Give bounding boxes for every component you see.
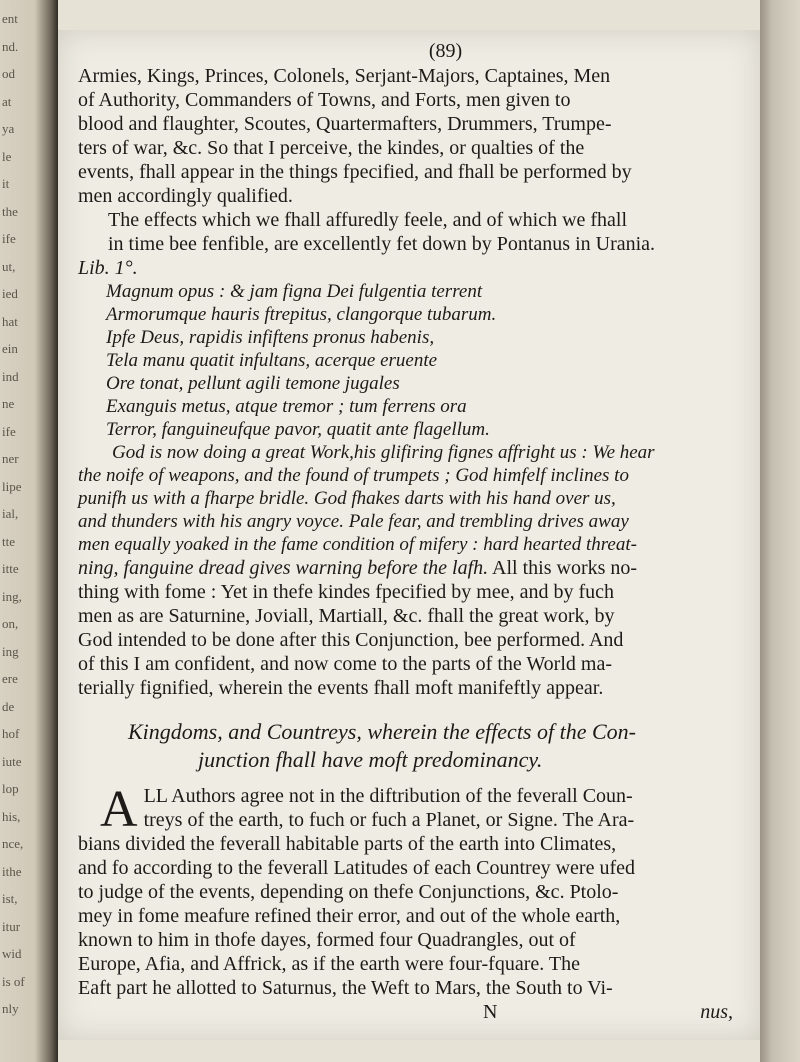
translation-line: punifh us with a fharpe bridle. God fhakes darts with his hand over us,: [78, 488, 616, 509]
margin-fragment: itur: [2, 918, 21, 934]
margin-fragment: ife: [2, 423, 16, 439]
text-line: Eaft part he allotted to Saturnus, the Weft to Mars, the South to Vi-: [78, 977, 613, 999]
verse-line: Armorumque hauris ftrepitus, clangorque tubarum.: [106, 304, 497, 325]
text-line: God intended to be done after this Conjunction, bee performed. And: [78, 629, 624, 651]
text-line: of this I am confident, and now come to the parts of the World ma-: [78, 653, 612, 675]
latin-verse: [78, 280, 753, 441]
text-line: and fo according to the feverall Latitudes of each Countrey were ufed: [78, 857, 635, 879]
right-page-edge: [760, 0, 800, 1062]
margin-fragment: ent: [2, 11, 18, 26]
book-reference: Lib. 1°.: [78, 257, 138, 279]
text-line: blood and flaughter, Scoutes, Quartermafters, Drummers, Trumpe-: [78, 113, 612, 135]
section-heading: junction fhall have moft predominancy.: [198, 747, 543, 772]
margin-fragment: wid: [2, 946, 22, 961]
margin-fragment: is of: [2, 973, 25, 989]
paragraph-2: [78, 208, 753, 280]
verse-line: Ore tonat, pellunt agili temone jugales: [106, 373, 400, 394]
margin-fragment: ing: [2, 643, 19, 659]
margin-fragment: lop: [2, 781, 19, 796]
text-line: men accordingly qualified.: [78, 185, 293, 207]
left-page-edge: [0, 0, 58, 1062]
translation: [78, 441, 753, 700]
margin-fragment: ing,: [2, 588, 22, 604]
page-text: [78, 40, 753, 1024]
margin-fragment: on,: [2, 616, 19, 631]
text-line: bians divided the feverall habitable parts of the earth into Climates,: [78, 833, 617, 855]
text-line: mey in fome meafure refined their error, and out of the whole earth,: [78, 905, 621, 927]
margin-fragment: ife: [2, 231, 16, 246]
margin-fragment: tte: [2, 533, 15, 549]
footer-line: [78, 1000, 753, 1024]
verse-line: Ipfe Deus, rapidis infiftens pronus habenis,: [106, 327, 435, 348]
text-line: terially fignified, wherein the events fhall moft manifeftly appear.: [78, 677, 604, 699]
verse-line: Magnum opus : & jam figna Dei fulgentia terrent: [106, 281, 483, 302]
margin-fragment: at: [2, 93, 12, 109]
margin-fragment: le: [2, 148, 12, 164]
text-line: events, fhall appear in the things fpecified, and fhall be performed by: [78, 161, 632, 183]
drop-cap: A: [100, 781, 138, 838]
text-line: All this works no-: [492, 557, 638, 579]
translation-line: the noife of weapons, and the found of trumpets ; God himfelf inclines to: [78, 465, 629, 486]
paragraph-final: [78, 781, 753, 1024]
margin-fragment: ut,: [2, 258, 16, 274]
text-line: Europe, Afia, and Affrick, as if the earth were four-fquare. The: [78, 953, 580, 975]
verse-line: Exanguis metus, atque tremor ; tum ferrens ora: [106, 396, 467, 417]
signature-mark: N: [483, 1001, 498, 1023]
text-line: Armies, Kings, Princes, Colonels, Serjant-Majors, Captaines, Men: [78, 65, 611, 87]
book-page: [58, 30, 760, 1040]
margin-fragment: it: [2, 176, 10, 191]
margin-fragment: ist,: [2, 891, 18, 906]
margin-fragment: ithe: [2, 863, 22, 879]
text-line: in time bee fenfible, are excellently fet down by Pontanus in Urania.: [108, 233, 656, 255]
text-line: men as are Saturnine, Joviall, Martiall, &c. fhall the great work, by: [78, 605, 615, 627]
text-line: ters of war, &c. So that I perceive, the kindes, or qualties of the: [78, 137, 585, 159]
translation-line: ning, fanguine dread gives warning before the lafh.: [78, 557, 489, 579]
text-line: to judge of the events, depending on thefe Conjunctions, &c. Ptolo-: [78, 881, 619, 903]
verse-line: Tela manu quatit infultans, acerque eruente: [106, 350, 438, 371]
margin-fragment: the: [2, 203, 18, 219]
margin-fragment: ein: [2, 341, 18, 356]
margin-fragment: ne: [2, 396, 15, 411]
verse-line: Terror, fanguineufque pavor, quatit ante flagellum.: [106, 419, 490, 440]
margin-fragment: ind: [2, 368, 19, 384]
margin-fragment: his,: [2, 808, 21, 824]
paragraph-1: [78, 64, 753, 208]
margin-fragment: nce,: [2, 836, 24, 851]
translation-line: men equally yoaked in the fame condition of mifery : hard hearted threat-: [78, 534, 637, 555]
margin-fragment: hof: [2, 726, 20, 741]
text-line: [78, 556, 753, 580]
text-line: of Authority, Commanders of Towns, and Forts, men given to: [78, 89, 571, 111]
margin-fragment: nly: [2, 1001, 19, 1016]
margin-fragment: iute: [2, 753, 22, 769]
catchword: nus,: [700, 1001, 733, 1023]
text-line: treys of the earth, to fuch or fuch a Planet, or Signe. The Ara-: [143, 809, 635, 831]
margin-fragment: hat: [2, 313, 18, 329]
text-line: The effects which we fhall affuredly feele, and of which we fhall: [108, 209, 628, 231]
margin-fragment: ner: [2, 451, 19, 466]
section-heading: Kingdoms, and Countreys, wherein the effects of the Con-: [128, 719, 636, 744]
margin-fragment: nd.: [2, 38, 19, 54]
margin-fragment: de: [2, 698, 15, 714]
translation-line: and thunders with his angry voyce. Pale fear, and trembling drives away: [78, 511, 629, 532]
margin-fragment: ied: [2, 286, 18, 301]
margin-fragment: lipe: [2, 478, 22, 494]
margin-fragment: ere: [2, 671, 18, 686]
margin-fragment: ya: [2, 121, 15, 136]
text-line: LL Authors agree not in the diftribution of the feverall Coun-: [143, 785, 633, 807]
translation-line: God is now doing a great Work,his glifiring fignes affright us : We hear: [112, 442, 655, 463]
text-line: known to him in thofe dayes, formed four Quadrangles, out of: [78, 929, 576, 951]
margin-fragment: itte: [2, 561, 19, 576]
page-number: (89): [428, 40, 463, 62]
text-line: thing with fome : Yet in thefe kindes fpecified by mee, and by fuch: [78, 581, 614, 603]
margin-fragment: od: [2, 66, 15, 81]
margin-fragment: ial,: [2, 506, 19, 521]
